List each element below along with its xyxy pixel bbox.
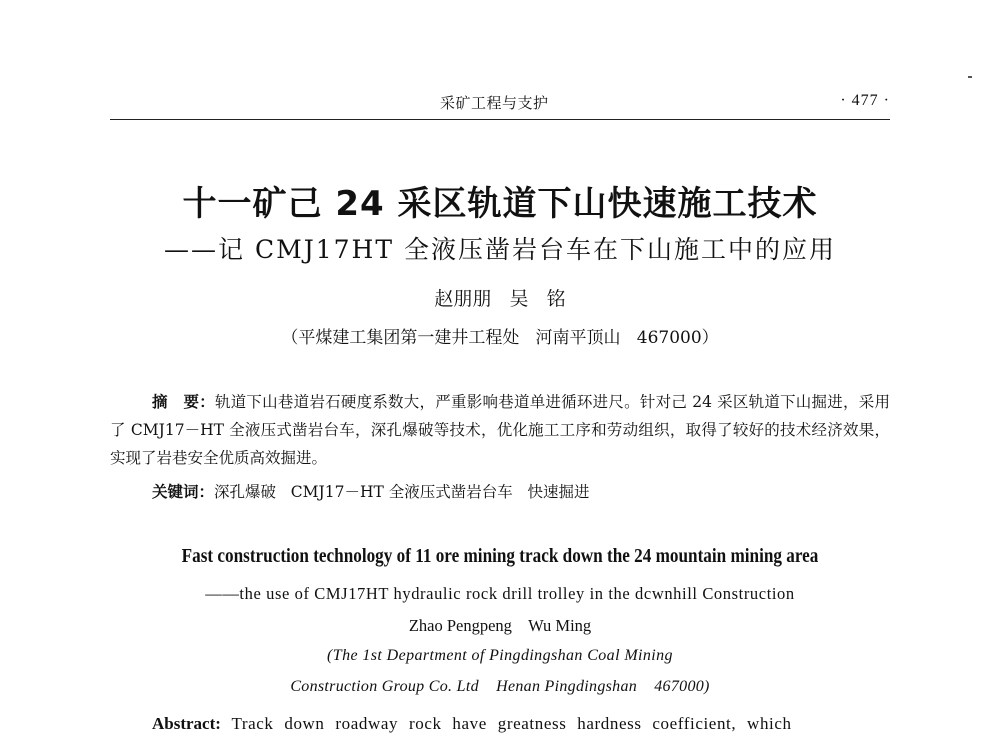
affiliation-cn: （平煤建工集团第一建井工程处 河南平顶山 467000） bbox=[281, 328, 719, 348]
abstract-en bbox=[152, 714, 890, 734]
keywords-cn bbox=[152, 480, 590, 502]
abstract-en-text: Track down roadway rock have greatness hardness coefficient, which bbox=[231, 714, 792, 733]
affiliation-en-line-2: Construction Group Co. Ltd Henan Pingdingshan 467000) bbox=[290, 678, 710, 695]
page-number: · 477 · bbox=[840, 92, 890, 109]
header-rule bbox=[110, 119, 890, 120]
scan-mark bbox=[968, 76, 972, 78]
article-title-en: Fast construction technology of 11 ore mining track down the 24 mountain mining area bbox=[181, 546, 819, 567]
authors-en: Zhao Pengpeng Wu Ming bbox=[408, 616, 592, 635]
keywords-cn-text: 深孔爆破 CMJ17－HT 全液压式凿岩台车 快速掘进 bbox=[214, 483, 590, 501]
article-subtitle-cn: ——记 CMJ17HT 全液压凿岩台车在下山施工中的应用 bbox=[164, 235, 836, 264]
keywords-cn-label: 关键词： bbox=[152, 483, 215, 501]
abstract-cn-text: 轨道下山巷道岩石硬度系数大，严重影响巷道单进循环进尺。针对己 24 采区轨道下山掘进，采用了 CMJ17－HT 全液压式凿岩台车，深孔爆破等技术，优化施工工序和劳动组织，取得了较好的技术经济效果，实现了岩巷安全优质高效掘进。 bbox=[110, 393, 890, 467]
abstract-en-label: Abstract: bbox=[152, 714, 221, 733]
article-title-cn: 十一矿己 24 采区轨道下山快速施工技术 bbox=[182, 184, 818, 224]
article-subtitle-en: ——the use of CMJ17HT hydraulic rock drill trolley in the dcwnhill Construction bbox=[205, 584, 795, 603]
affiliation-en-line-1: (The 1st Department of Pingdingshan Coal Mining bbox=[327, 647, 673, 664]
running-head bbox=[110, 92, 890, 122]
abstract-cn bbox=[110, 388, 890, 472]
abstract-cn-label: 摘 要： bbox=[152, 393, 215, 411]
running-head-section: 采矿工程与支护 bbox=[440, 94, 549, 112]
authors-cn: 赵朋朋 吴 铭 bbox=[434, 288, 566, 310]
